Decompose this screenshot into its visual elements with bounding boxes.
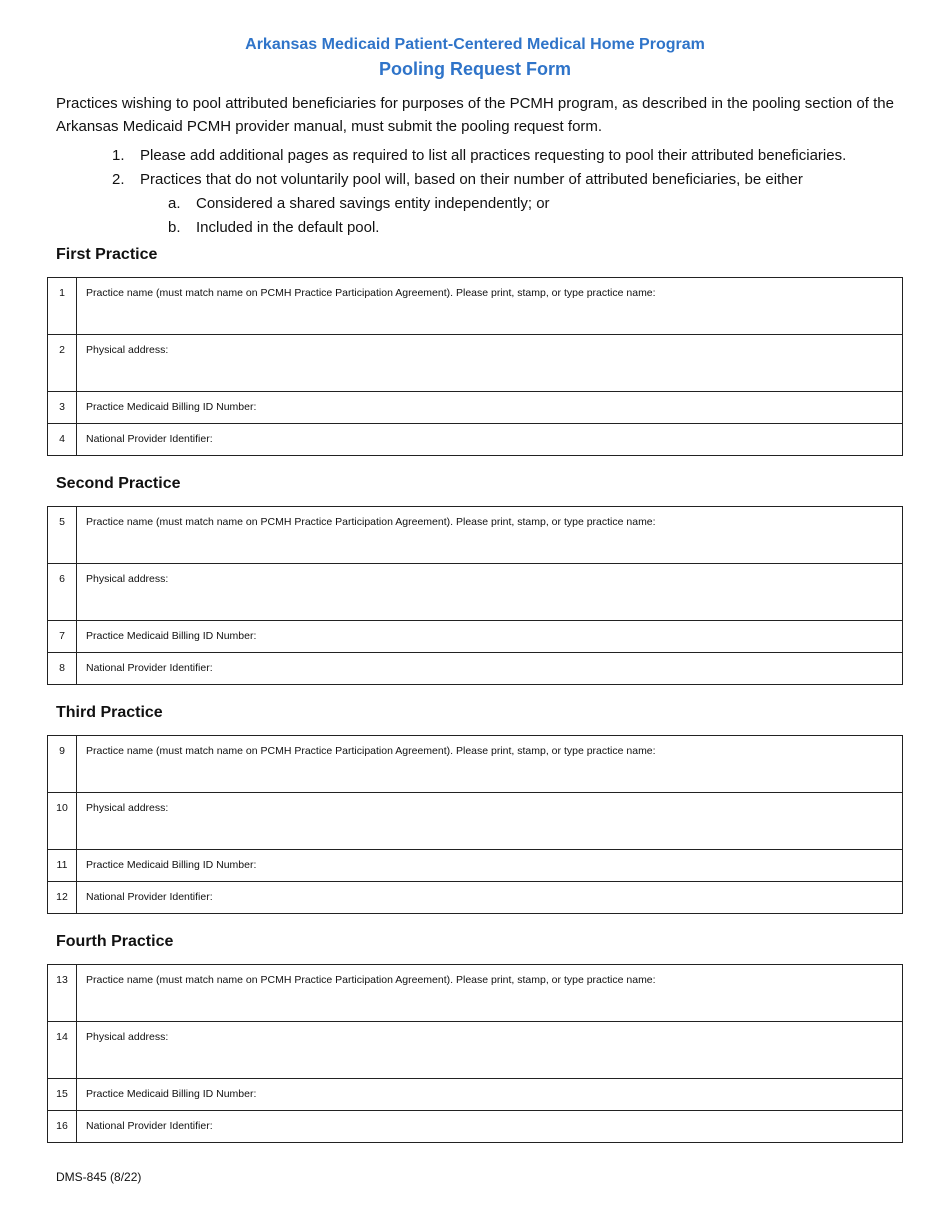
npi-field[interactable]: National Provider Identifier: bbox=[77, 653, 903, 685]
form-number: DMS-845 (8/22) bbox=[56, 1170, 142, 1184]
row-number: 7 bbox=[48, 621, 77, 653]
table-row bbox=[48, 793, 903, 850]
instructions-list bbox=[56, 144, 906, 240]
table-row bbox=[48, 335, 903, 392]
physical-address-field[interactable]: Physical address: bbox=[77, 1022, 903, 1079]
row-number: 12 bbox=[48, 882, 77, 914]
row-number: 3 bbox=[48, 392, 77, 424]
row-number: 15 bbox=[48, 1079, 77, 1111]
table-row bbox=[48, 1079, 903, 1111]
row-number: 6 bbox=[48, 564, 77, 621]
row-number: 8 bbox=[48, 653, 77, 685]
instruction-text: Please add additional pages as required to list all practices requesting to pool their attributed beneficiaries. bbox=[140, 147, 847, 164]
section-title-second-practice: Second Practice bbox=[56, 475, 181, 492]
instruction-item bbox=[56, 144, 906, 168]
row-number: 4 bbox=[48, 424, 77, 456]
practice-name-field[interactable]: Practice name (must match name on PCMH Practice Participation Agreement). Please print, stamp, or type practice name: bbox=[77, 736, 903, 793]
row-number: 16 bbox=[48, 1111, 77, 1143]
sub-instruction-item bbox=[56, 216, 906, 240]
second-practice-table bbox=[47, 506, 903, 685]
row-number: 5 bbox=[48, 507, 77, 564]
sub-instruction-letter: a. bbox=[168, 195, 181, 212]
row-number: 14 bbox=[48, 1022, 77, 1079]
table-row bbox=[48, 850, 903, 882]
section-title-first-practice: First Practice bbox=[56, 246, 158, 263]
table-row bbox=[48, 278, 903, 335]
table-row bbox=[48, 424, 903, 456]
physical-address-field[interactable]: Physical address: bbox=[77, 564, 903, 621]
intro-block bbox=[56, 92, 906, 240]
physical-address-field[interactable]: Physical address: bbox=[77, 793, 903, 850]
section-title-fourth-practice: Fourth Practice bbox=[56, 933, 174, 950]
npi-field[interactable]: National Provider Identifier: bbox=[77, 882, 903, 914]
sub-instruction-text: Included in the default pool. bbox=[196, 219, 380, 236]
table-row bbox=[48, 1022, 903, 1079]
sub-instruction-item bbox=[56, 192, 906, 216]
billing-id-field[interactable]: Practice Medicaid Billing ID Number: bbox=[77, 621, 903, 653]
sub-instruction-letter: b. bbox=[168, 219, 181, 236]
row-number: 9 bbox=[48, 736, 77, 793]
table-row bbox=[48, 1111, 903, 1143]
row-number: 2 bbox=[48, 335, 77, 392]
section-title-third-practice: Third Practice bbox=[56, 704, 163, 721]
row-number: 13 bbox=[48, 965, 77, 1022]
fourth-practice-table bbox=[47, 964, 903, 1143]
third-practice-table bbox=[47, 735, 903, 914]
npi-field[interactable]: National Provider Identifier: bbox=[77, 424, 903, 456]
table-row bbox=[48, 882, 903, 914]
form-title: Pooling Request Form bbox=[378, 59, 571, 79]
row-number: 10 bbox=[48, 793, 77, 850]
table-row bbox=[48, 392, 903, 424]
program-title: Arkansas Medicaid Patient-Centered Medical Home Program bbox=[245, 36, 705, 53]
npi-field[interactable]: National Provider Identifier: bbox=[77, 1111, 903, 1143]
practice-name-field[interactable]: Practice name (must match name on PCMH Practice Participation Agreement). Please print, stamp, or type practice name: bbox=[77, 278, 903, 335]
table-row bbox=[48, 736, 903, 793]
row-number: 1 bbox=[48, 278, 77, 335]
instruction-item bbox=[56, 168, 906, 240]
instruction-text: Practices that do not voluntarily pool will, based on their number of attributed beneficiaries, be either bbox=[140, 171, 803, 188]
billing-id-field[interactable]: Practice Medicaid Billing ID Number: bbox=[77, 850, 903, 882]
table-row bbox=[48, 653, 903, 685]
table-row bbox=[48, 965, 903, 1022]
first-practice-table bbox=[47, 277, 903, 456]
practice-name-field[interactable]: Practice name (must match name on PCMH Practice Participation Agreement). Please print, stamp, or type practice name: bbox=[77, 507, 903, 564]
table-row bbox=[48, 507, 903, 564]
instruction-number: 2. bbox=[112, 171, 125, 188]
instruction-number: 1. bbox=[112, 147, 125, 164]
practice-name-field[interactable]: Practice name (must match name on PCMH Practice Participation Agreement). Please print, stamp, or type practice name: bbox=[77, 965, 903, 1022]
intro-paragraph: Practices wishing to pool attributed beneficiaries for purposes of the PCMH program, as described in the pooling section of the Arkansas Medicaid PCMH provider manual, must submit the pooling request form. bbox=[56, 95, 894, 135]
table-row bbox=[48, 621, 903, 653]
billing-id-field[interactable]: Practice Medicaid Billing ID Number: bbox=[77, 392, 903, 424]
row-number: 11 bbox=[48, 850, 77, 882]
document-header bbox=[0, 34, 950, 82]
sub-instruction-text: Considered a shared savings entity independently; or bbox=[196, 195, 550, 212]
sub-instructions-list bbox=[140, 192, 906, 240]
physical-address-field[interactable]: Physical address: bbox=[77, 335, 903, 392]
table-row bbox=[48, 564, 903, 621]
billing-id-field[interactable]: Practice Medicaid Billing ID Number: bbox=[77, 1079, 903, 1111]
